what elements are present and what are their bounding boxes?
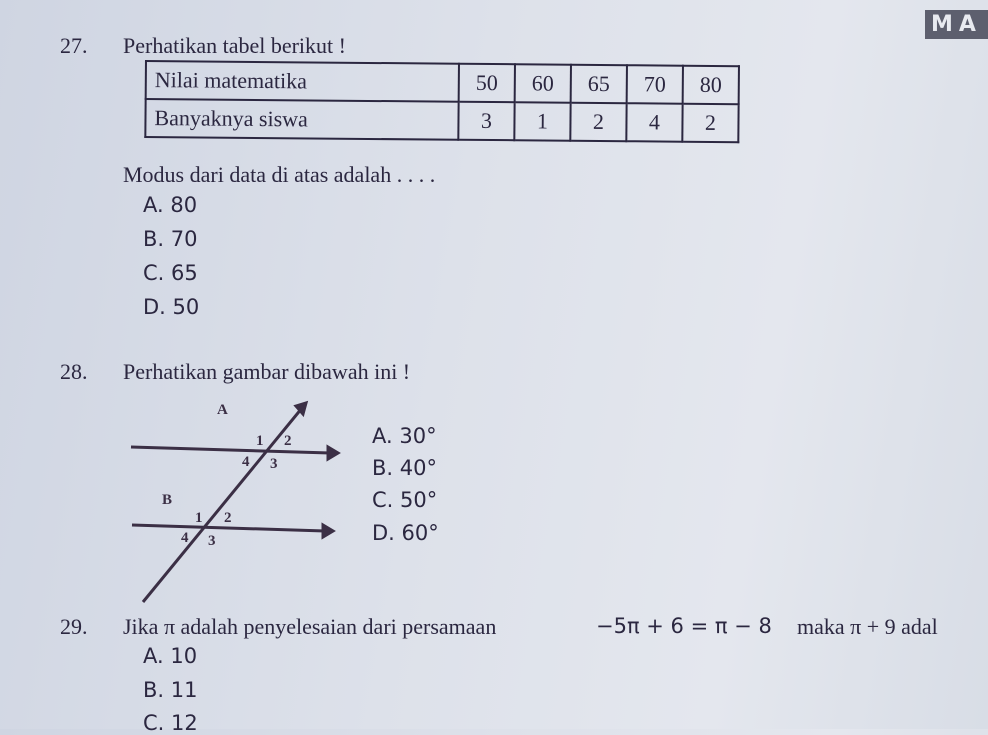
arrow-icon xyxy=(328,447,338,459)
angle-label: 3 xyxy=(270,456,278,472)
q29-equation: −5π + 6 = π − 8 xyxy=(596,614,772,638)
cell: 3 xyxy=(458,102,514,140)
q27-option-c[interactable]: C. 65 xyxy=(143,261,198,285)
row-label: Banyaknya siswa xyxy=(145,99,458,140)
label-b: B xyxy=(162,492,173,508)
cell: 70 xyxy=(627,65,683,103)
q28-option-a[interactable]: A. 30° xyxy=(372,424,437,448)
q29-number: 29. xyxy=(60,614,88,639)
angle-label: 3 xyxy=(208,533,216,549)
q29-option-c[interactable]: C. 12 xyxy=(143,711,198,735)
q27-number: 27. xyxy=(60,33,88,58)
arrow-icon xyxy=(323,525,333,537)
q29-option-b[interactable]: B. 11 xyxy=(143,678,198,702)
row-label: Nilai matematika xyxy=(146,61,459,102)
q28-prompt: Perhatikan gambar dibawah ini ! xyxy=(123,359,411,384)
q28-option-d[interactable]: D. 60° xyxy=(372,521,439,545)
label-a: A xyxy=(217,402,228,418)
cell: 80 xyxy=(683,66,739,104)
angle-label: 4 xyxy=(181,530,189,546)
line-a xyxy=(131,447,330,453)
angle-label: 4 xyxy=(242,454,250,470)
angle-label: 1 xyxy=(195,510,203,526)
q27-option-d[interactable]: D. 50 xyxy=(143,295,200,319)
cell: 1 xyxy=(514,102,570,140)
cell: 60 xyxy=(515,64,571,102)
q27-option-b[interactable]: B. 70 xyxy=(143,227,198,251)
q29-tail: maka π + 9 adal xyxy=(797,614,938,639)
q27-prompt: Perhatikan tabel berikut ! xyxy=(123,33,346,58)
q28-number: 28. xyxy=(60,359,88,384)
angle-label: 2 xyxy=(224,510,232,526)
q29-prompt: Jika π adalah penyelesaian dari persamaan xyxy=(123,614,497,639)
angle-label: 1 xyxy=(256,433,264,449)
logo: MA xyxy=(925,10,988,39)
cell: 65 xyxy=(571,65,627,103)
q28-option-c[interactable]: C. 50° xyxy=(372,488,438,512)
q28-option-b[interactable]: B. 40° xyxy=(372,456,437,480)
q27-option-a[interactable]: A. 80 xyxy=(143,193,198,217)
cell: 4 xyxy=(626,103,682,141)
q27-question: Modus dari data di atas adalah . . . . xyxy=(123,162,436,187)
cell: 50 xyxy=(459,64,515,102)
cell: 2 xyxy=(682,104,738,142)
cell: 2 xyxy=(570,103,626,141)
q29-option-a[interactable]: A. 10 xyxy=(143,644,198,668)
angle-label: 2 xyxy=(284,433,292,449)
